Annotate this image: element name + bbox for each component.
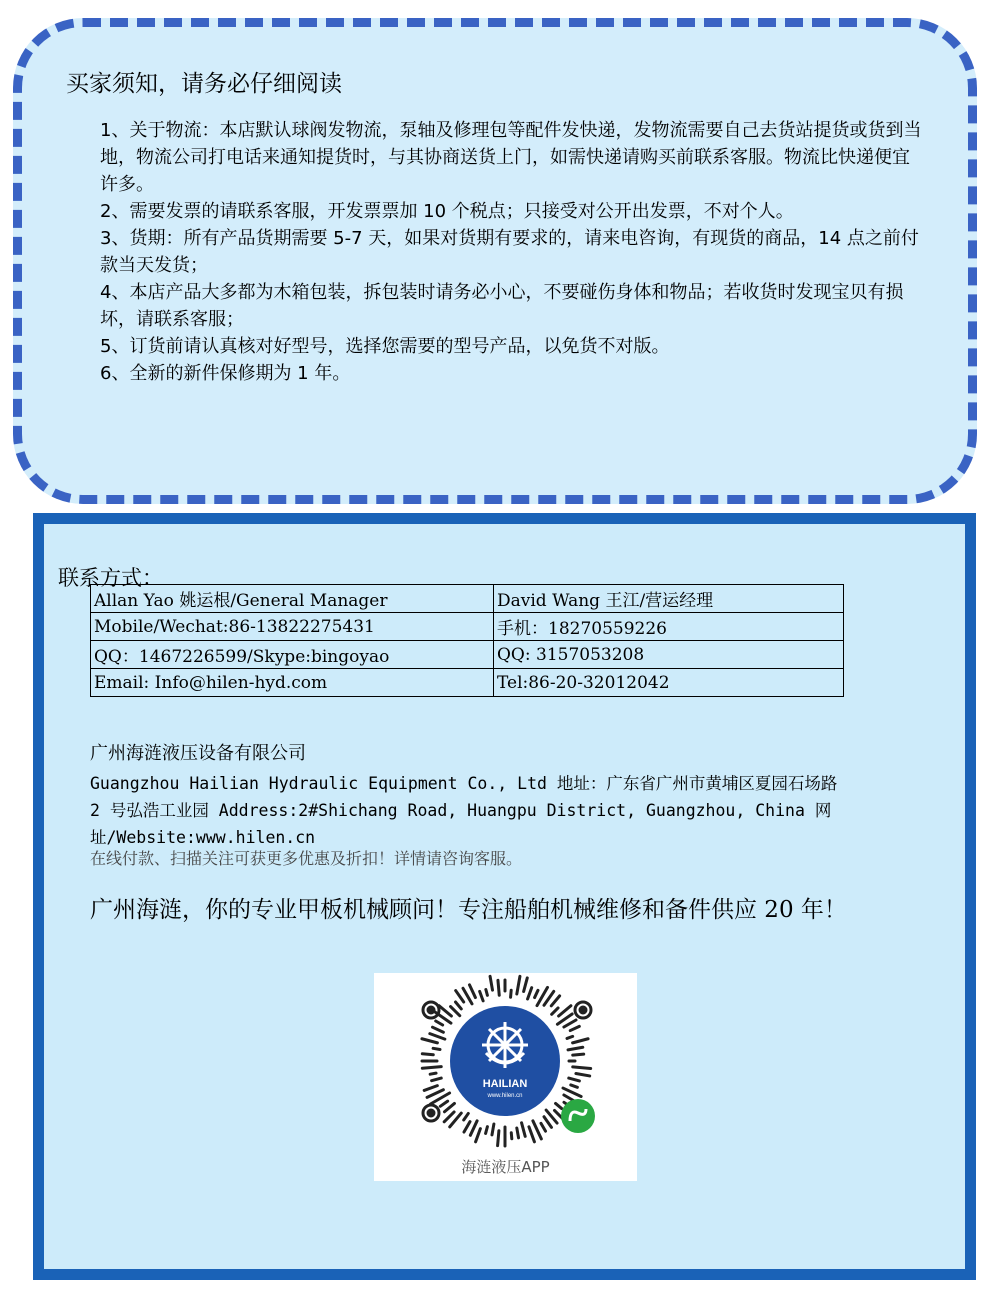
qr-dash bbox=[444, 1103, 454, 1111]
notice-item-model-check: 5、订货前请认真核对好型号，选择您需要的型号产品，以免货不对版。 bbox=[100, 336, 670, 357]
qr-dash bbox=[470, 985, 476, 998]
contact-operations-mobile: 手机：18270559226 bbox=[494, 613, 844, 641]
contact-tel: Tel:86-20-32012042 bbox=[494, 669, 844, 697]
notice-item-delivery-time: 3、货期：所有产品货期需要 5-7 天，如果对货期有要求的，请来电咨询，有现货的商品，14 点之前付款当天发货； bbox=[100, 228, 919, 276]
qr-dash bbox=[427, 1090, 443, 1098]
qr-dash bbox=[476, 1129, 481, 1142]
qr-dash bbox=[432, 1078, 442, 1081]
qr-dash bbox=[511, 1133, 512, 1139]
qr-dash bbox=[556, 1103, 562, 1108]
qr-code-icon bbox=[374, 973, 637, 1153]
qr-dash bbox=[568, 1047, 583, 1050]
qr-dash bbox=[430, 1034, 445, 1039]
qr-dash bbox=[511, 990, 512, 997]
qr-dash bbox=[551, 996, 559, 1006]
qr-dash bbox=[552, 1008, 558, 1014]
table-row bbox=[91, 585, 844, 613]
qr-dash bbox=[571, 1085, 578, 1087]
notice-item-warranty: 6、全新的新件保修期为 1 年。 bbox=[100, 363, 351, 384]
promo-text: 在线付款、扫描关注可获更多优惠及折扣！详情请咨询客服。 bbox=[90, 849, 523, 868]
qr-dash bbox=[422, 1067, 441, 1069]
company-address: Guangzhou Hailian Hydraulic Equipment Co., Ltd 地址：广东省广州市黄埔区夏园石场路 2 号弘浩工业园 Address:2#Shichang Road, Huangpu District, Guangzhou, China 网址/Website:www.hilen.cn bbox=[90, 774, 838, 847]
qr-dash bbox=[480, 991, 483, 1000]
qr-dash bbox=[564, 1020, 576, 1027]
qr-dash bbox=[498, 1131, 499, 1146]
qr-dash bbox=[451, 1007, 460, 1016]
qr-dash bbox=[456, 991, 464, 1002]
qr-dash bbox=[422, 1054, 433, 1055]
contact-operations-qq: QQ: 3157053208 bbox=[494, 641, 844, 669]
qr-dash bbox=[464, 1113, 469, 1120]
qr-dash bbox=[570, 1026, 579, 1030]
table-row bbox=[91, 613, 844, 641]
qr-dash bbox=[573, 1039, 588, 1043]
qr-dash bbox=[424, 1086, 437, 1091]
qr-dash bbox=[464, 1122, 470, 1132]
company-name: 广州海涟液压设备有限公司 bbox=[90, 743, 306, 764]
table-row bbox=[91, 669, 844, 697]
qr-dash bbox=[432, 1027, 443, 1032]
qr-dash bbox=[470, 1121, 477, 1136]
notice-list bbox=[100, 117, 922, 387]
qr-dash bbox=[440, 1101, 447, 1106]
qr-dash bbox=[576, 1074, 590, 1076]
qr-dash bbox=[535, 990, 538, 997]
mini-program-icon bbox=[561, 1099, 595, 1133]
qr-dash bbox=[528, 988, 532, 999]
qr-url-text: www.hilen.cn bbox=[487, 1093, 523, 1099]
qr-dash bbox=[573, 1054, 584, 1055]
qr-caption: 海涟液压APP bbox=[461, 1158, 550, 1176]
qr-dash bbox=[456, 1002, 462, 1009]
contact-manager-name: Allan Yao 姚运根/General Manager bbox=[91, 585, 494, 613]
contact-email: Email: Info@hilen-hyd.com bbox=[91, 669, 494, 697]
buyer-notice-panel bbox=[13, 18, 977, 504]
company-slogan: 广州海涟，你的专业甲板机械顾问！专注船舶机械维修和备件供应 20 年！ bbox=[90, 897, 847, 923]
qr-dash bbox=[486, 1127, 488, 1134]
qr-dash bbox=[522, 1123, 526, 1137]
qr-dash bbox=[517, 976, 520, 994]
notice-item-packaging: 4、本店产品大多都为木箱包装，拆包装时请务必小心，不要碰伤身体和物品；若收货时发现宝贝有损坏，请联系客服； bbox=[100, 282, 904, 330]
contact-panel bbox=[33, 513, 976, 1280]
contact-manager-qq: QQ：1467226599/Skype:bingoyao bbox=[91, 641, 494, 669]
contact-manager-mobile: Mobile/Wechat:86-13822275431 bbox=[91, 613, 494, 641]
qr-dash bbox=[567, 1036, 573, 1038]
notice-item-invoice: 2、需要发票的请联系客服，开发票票加 10 个税点；只接受对公开出发票，不对个人。 bbox=[100, 201, 794, 222]
qr-dash bbox=[569, 1078, 580, 1081]
qr-dash bbox=[517, 1128, 519, 1138]
table-row bbox=[91, 641, 844, 669]
contact-title: 联系方式： bbox=[58, 566, 163, 590]
qr-dash bbox=[544, 1117, 551, 1128]
qr-dash bbox=[430, 1073, 436, 1074]
qr-dash bbox=[490, 976, 492, 990]
qr-dash bbox=[492, 1124, 494, 1135]
notice-title: 买家须知，请务必仔细阅读 bbox=[66, 71, 342, 97]
qr-dash bbox=[444, 1112, 454, 1122]
notice-item-logistics: 1、关于物流：本店默认球阀发物流，泵轴及修理包等配件发快递，发物流需要自己去货站提货或货到当地，物流公司打电话来通知提货时，与其协商送货上门，如需快递请购买前联系客服。物流比快递便宜许多。 bbox=[100, 120, 922, 195]
qr-dash bbox=[422, 1039, 437, 1043]
contact-operations-name: David Wang 王江/营运经理 bbox=[494, 585, 844, 613]
qr-dash bbox=[498, 980, 499, 995]
qr-dash bbox=[541, 1123, 546, 1131]
qr-dash bbox=[529, 1127, 534, 1142]
qr-dash bbox=[433, 1048, 440, 1049]
qr-brand-text: HAILIAN bbox=[482, 1078, 528, 1090]
qr-code-card[interactable] bbox=[374, 973, 637, 1181]
contact-table bbox=[90, 584, 844, 697]
qr-dash bbox=[573, 1067, 591, 1069]
qr-dash bbox=[436, 1021, 443, 1025]
qr-dash bbox=[486, 990, 488, 996]
qr-dash bbox=[524, 978, 528, 992]
